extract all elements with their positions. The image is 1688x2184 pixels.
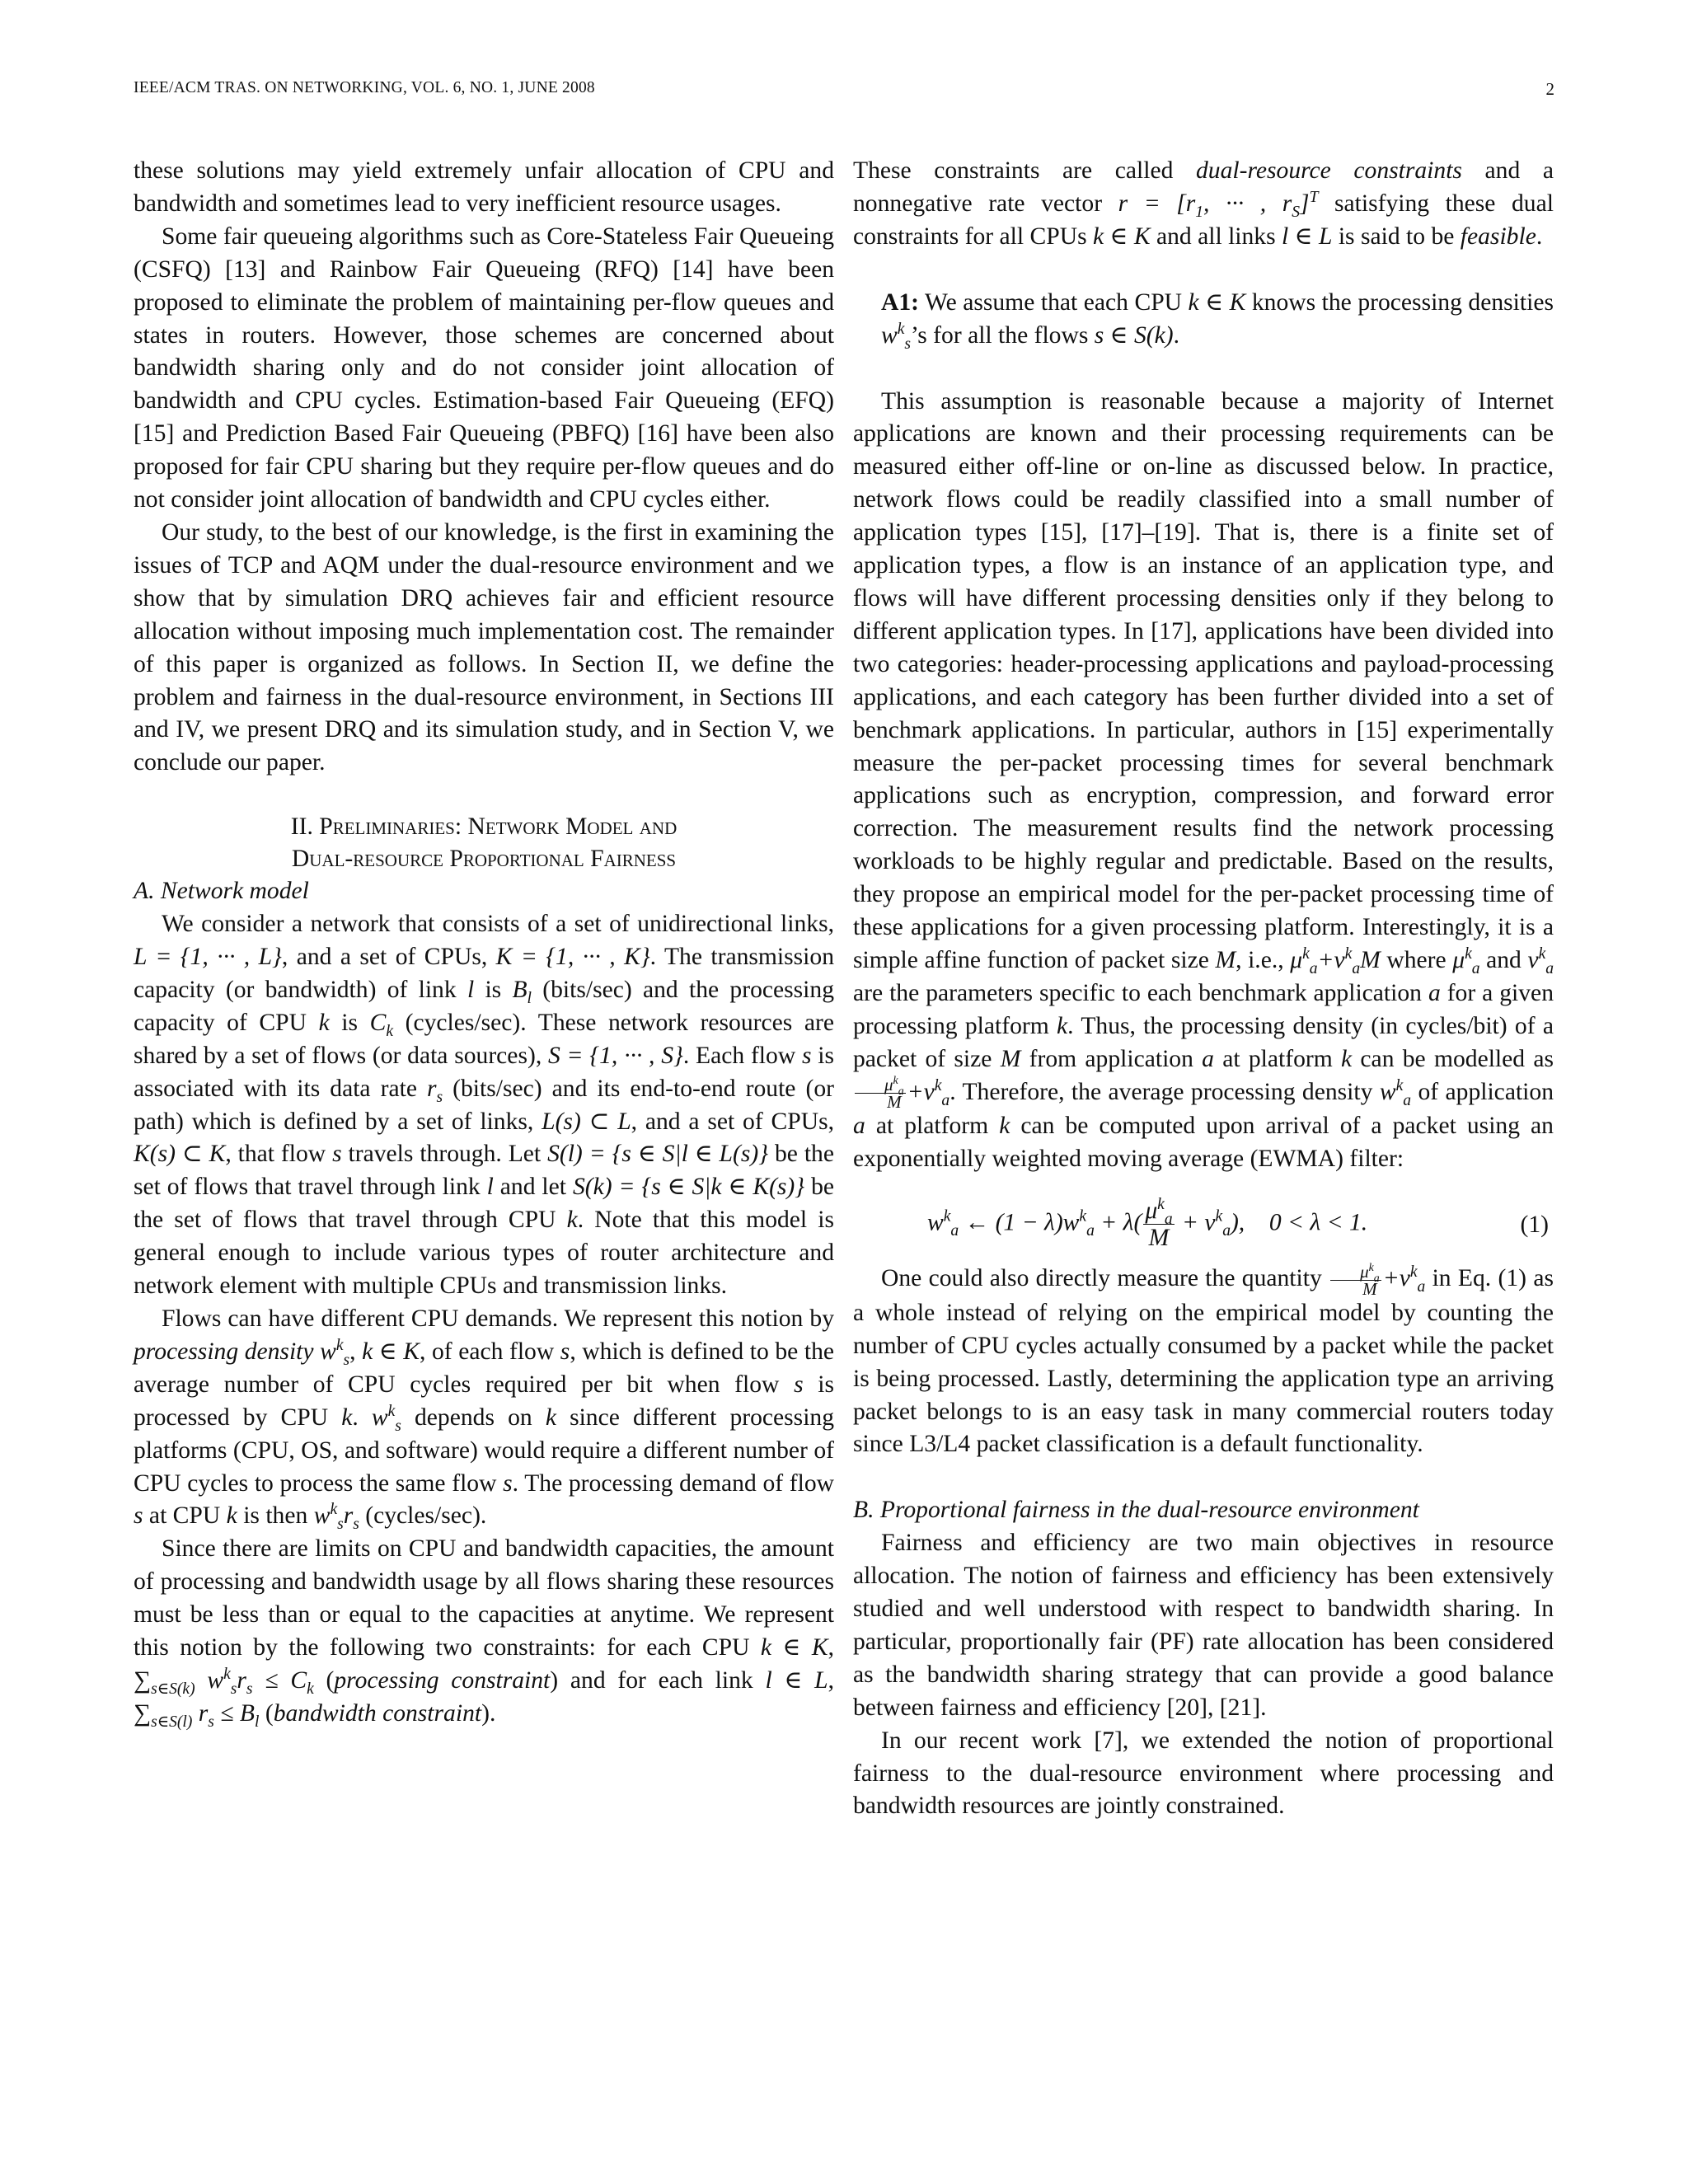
equation-body: $w^k_a$ ← $(1 - \lambda)w^k_a + \lambda$( $\frac{\mu^k_a}{M}$ + $\nu^k_a$), 0 < λ < 1.	[927, 1196, 1368, 1252]
paragraph-processing-density: Flows can have different CPU demands. We represent this notion by processing density $w^k_s$, k ∈ K, of each flow s, which is defined to be the average number of CPU cycles required per bit when flow s is processed by CPU k. $w^k_s$ depends on k since different processing platforms (CPU, OS, and software) would require a different number of CPU cycles to process the same flow s. The processing demand of flow s at CPU k is then $w^k_sr_s$ (cycles/sec).	[134, 1305, 835, 1534]
paragraph-our-study: Our study, to the best of our knowledge, is the first in examining the issues of TCP and AQM under the dual-resource environment and we show that by simulation DRQ achieves fair and efficient resource allocation without imposing much implementation cost. The remainder of this paper is organized as follows. In Section II, we define the problem and fairness in the dual-resource environment, in Sections III and IV, we present DRQ and its simulation study, and in Section V, we conclude our paper.	[134, 518, 834, 776]
paragraph-related-work: Some fair queueing algorithms such as Core-Stateless Fair Queueing (CSFQ) [13] and Rainbow Fair Queueing (RFQ) [14] have been proposed to eliminate the problem of maintaining per-flow queues and states in routers. However, those schemes are concerned about bandwidth sharing only and do not consider joint allocation of bandwidth and CPU cycles. Estimation-based Fair Queueing (EFQ) [15] and Prediction Based Fair Queueing (PBFQ) [16] have been also proposed for fair CPU sharing but they require per-flow queues and do not consider joint allocation of bandwidth and CPU cycles either.	[134, 223, 834, 513]
section-title	[134, 811, 834, 875]
subsection-proportional-fairness: B. Proportional fairness in the dual-resource environment	[853, 1497, 1419, 1524]
left-column	[134, 155, 834, 1731]
equation-number: (1)	[1520, 1211, 1549, 1238]
page-number: 2	[1545, 79, 1554, 99]
right-column	[853, 155, 1554, 1823]
equation-fraction: $\frac{\mu^k_a}{M}$	[1145, 1196, 1173, 1252]
paragraph-constraints: Since there are limits on CPU and bandwidth capacities, the amount of processing and bandwidth usage by all flows sharing these resources must be less than or equal to the capacities at anytime. We represent this notion by the following two constraints: for each CPU k ∈ K, $\sum_{s\in S(k)}$ $w^k_sr_s \le C_k$ (processing constraint) and for each link l ∈ L, $\sum_{s\in S(l)}$ $r_s \le B_l$ (bandwidth constraint).	[134, 1535, 835, 1731]
inline-fraction: $\frac{\mu^k_a}{M}$	[1330, 1263, 1381, 1297]
running-head: IEEE/ACM TRAS. ON NETWORKING, VOL. 6, NO. 1, JUNE 2008	[134, 79, 595, 96]
assumption-a1: A1: We assume that each CPU k ∈ K knows the processing densities $w^k_s’s$ for all the flows s ∈ S(k).	[881, 288, 1554, 353]
equation-1	[853, 1197, 1554, 1251]
inline-fraction: $\frac{\mu^k_a}{M}$	[855, 1076, 906, 1110]
subsection-network-model: A. Network model	[134, 878, 309, 905]
paragraph-direct-measure: One could also directly measure the quantity $\frac{\mu^k_a}{M}$ $+\nu^k_a$ in Eq. (1) as a whole instead of relying on the empirical model by counting the number of CPU cycles actually consumed by a packet while the packet is being processed. Lastly, determining the application type an arriving packet belongs to is an easy task in many commercial routers today since L3/L4 packet classification is a default functionality.	[853, 1260, 1554, 1458]
paragraph-recent-work: In our recent work [7], we extended the notion of proportional fairness to the dual-resource environment where processing and bandwidth resources are jointly constrained.	[853, 1727, 1554, 1820]
paragraph-continuation: these solutions may yield extremely unfair allocation of CPU and bandwidth and sometimes lead to very inefficient resource usages.	[134, 157, 834, 217]
section-title-line-1: II. Preliminaries: Network Model and	[290, 813, 678, 841]
paragraph-fairness-efficiency: Fairness and efficiency are two main objectives in resource allocation. The notion of fairness and efficiency has been extensively studied and well understood with respect to bandwidth sharing. In particular, proportionally fair (PF) rate allocation has been considered as the bandwidth sharing strategy that can provide a good balance between fairness and efficiency [20], [21].	[853, 1530, 1554, 1721]
paragraph-assumption-justification: This assumption is reasonable because a majority of Internet applications are known and their processing requirements can be measured either off-line or on-line as discussed below. In practice, network flows could be readily classified into a small number of application types [15], [17]–[19]. That is, there is a finite set of application types, a flow is an instance of an application type, and flows will have different processing densities only if they belong to different application types. In [17], applications have been divided into two categories: header-processing applications and payload-processing applications, and each category has been further divided into a set of benchmark applications. In particular, authors in [15] experimentally measure the per-packet processing times for several benchmark applications such as encryption, compression, and forward error correction. The measurement results find the network processing workloads to be highly regular and predictable. Based on the results, they propose an empirical model for the per-packet processing time of these applications for a given processing platform. Interestingly, it is a simple affine function of packet size M, i.e., $\mu^k_a+\nu^k_aM$ where $\mu^k_a$ and $\nu^k_a$ are the parameters specific to each benchmark application a for a given processing platform k. Thus, the processing density (in cycles/bit) of a packet of size M from application a at platform k can be modelled as $\frac{\mu^k_a}{M}$ $+\nu^k_a$. Therefore, the average processing density $w^k_a$ of application a at platform k can be computed upon arrival of a packet using an exponentially weighted moving average (EWMA) filter:	[853, 387, 1554, 1173]
paragraph-dual-constraints: These constraints are called dual-resource constraints and a nonnegative rate vector $r = [r_1$, ··· , $r_S]^T$ satisfying these dual constraints for all CPUs k ∈ K and all links l ∈ L is said to be feasible.	[853, 157, 1554, 250]
section-title-line-2: Dual-resource Proportional Fairness	[291, 846, 677, 873]
paragraph-network-model: We consider a network that consists of a set of unidirectional links, L = {1, ··· , L}, and a set of CPUs, K = {1, ··· , K}. The transmission capacity (or bandwidth) of link l is $B_l$ (bits/sec) and the processing capacity of CPU k is $C_k$ (cycles/sec). These network resources are shared by a set of flows (or data sources), S = {1, ··· , S}. Each flow s is associated with its data rate $r_s$ (bits/sec) and its end-to-end route (or path) which is defined by a set of links, L(s) ⊂ L, and a set of CPUs, K(s) ⊂ K, that flow s travels through. Let S(l) = {s ∈ S|l ∈ L(s)} be the set of flows that travel through link l and let S(k) = {s ∈ S|k ∈ K(s)} be the set of flows that travel through CPU k. Note that this model is general enough to include various types of router architecture and network element with multiple CPUs and transmission links.	[134, 911, 835, 1300]
